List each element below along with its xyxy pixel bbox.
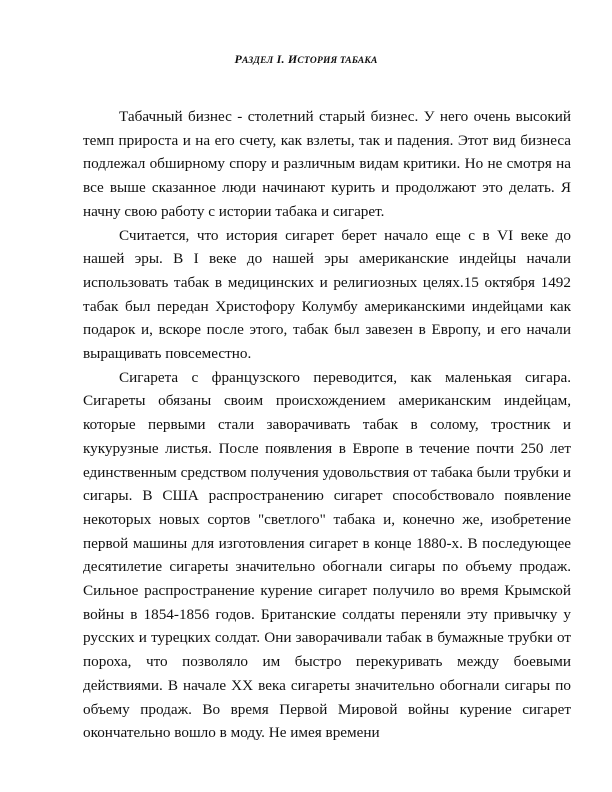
body-text — [83, 105, 571, 745]
heading-part2: СТОРИЯ ТАБАКА — [297, 56, 378, 66]
paragraph-1: Табачный бизнес - столетний старый бизнес. У него очень высокий темп прироста и на его счету, как взлеты, так и падения. Этот вид бизнеса подлежал обширному спору и различным видам критики. Но не смотря на все выше сказанное люди начинают курить и продолжают это делать. Я начну свою работу с истории табака и сигарет. — [83, 108, 571, 220]
heading-num: I. И — [273, 52, 298, 66]
heading-part1: АЗДЕЛ — [241, 56, 274, 66]
section-heading — [0, 52, 612, 67]
heading-lead: Р — [234, 52, 242, 66]
paragraph-3: Сигарета с французского переводится, как маленькая сигара. Сигареты обязаны своим происхождением американским индейцам, которые первыми стали заворачивать табак в солому, тростник и кукурузные листья. После появления в Европе в течение почти 250 лет единственным средством получения удовольствия от табака были трубки и сигары. В США распространению сигарет способствовало появление некоторых новых сортов "светлого" табака и, конечно же, изобретение первой машины для изготовления сигарет в конце 1880-х. В последующее десятилетие сигареты значительно обогнали сигары по объему продаж. Сильное распространение курение сигарет получило во время Крымской войны в 1854-1856 годов. Британские солдаты переняли эту привычку у русских и турецких солдат. Они заворачивали табак в бумажные трубки от пороха, что позволяло им быстро перекуривать между боевыми действиями. В начале XX века сигареты значительно обогнали сигары по объему продаж. Во время Первой Мировой войны курение сигарет окончательно вошло в моду. Не имея времени — [83, 368, 571, 742]
paragraph-2: Считается, что история сигарет берет начало еще с в VI веке до нашей эры. В I веке до нашей эры американские индейцы начали использовать табак в медицинских и религиозных целях.15 октября 1492 табак был передан Христофору Колумбу американскими индейцами как подарок и, вскоре после этого, табак был завезен в Европу, и его начали выращивать повсеместно. — [83, 226, 571, 363]
